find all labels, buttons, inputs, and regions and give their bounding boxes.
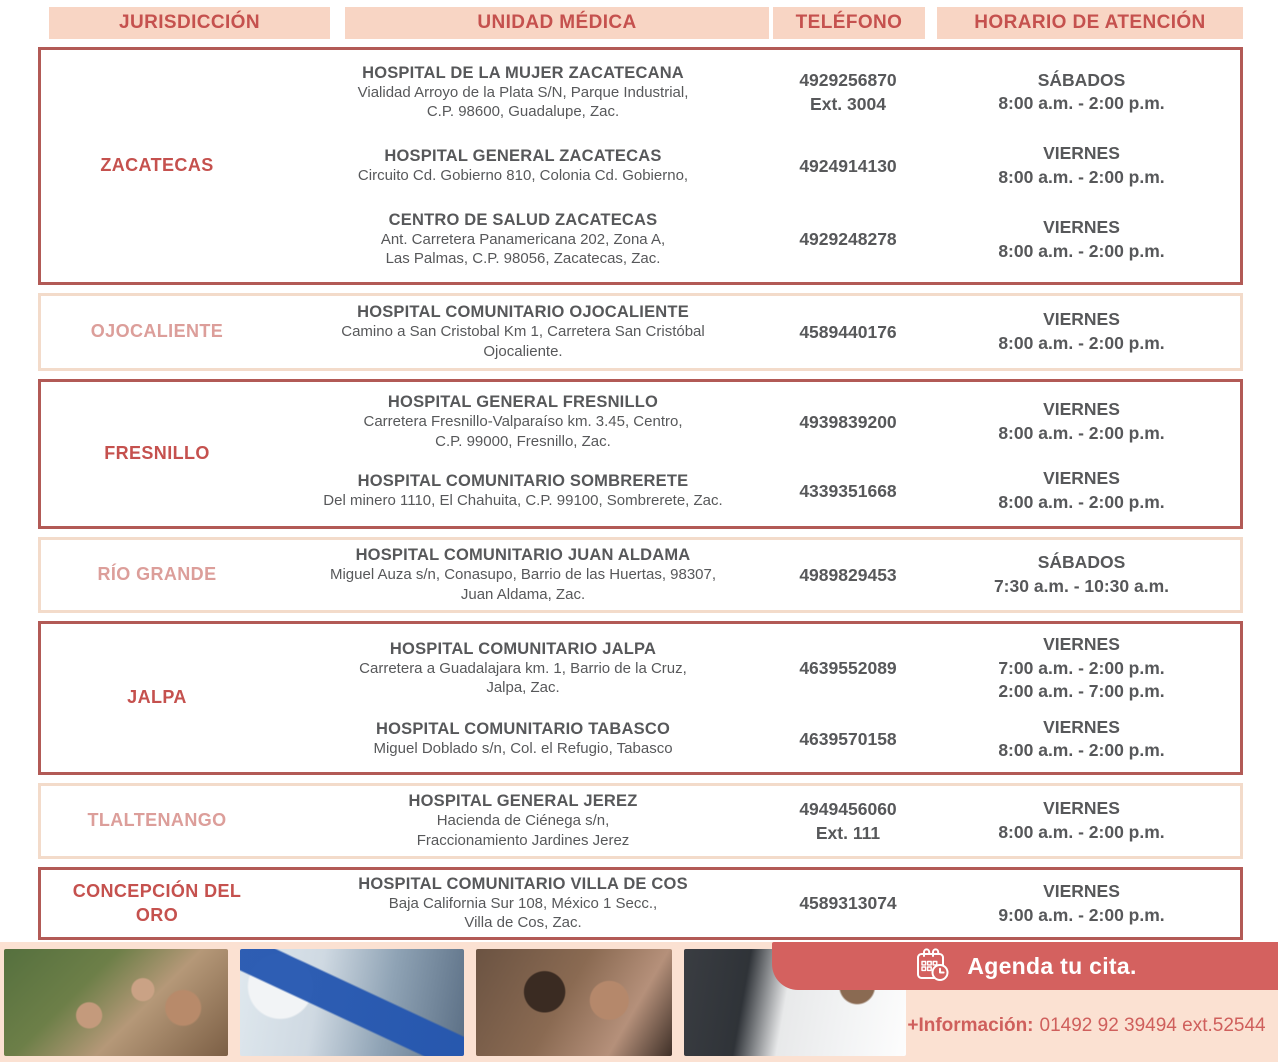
medical-unit-row: [273, 64, 1240, 121]
unit-phone: 4589313074: [799, 893, 897, 914]
unit-address: Miguel Auza s/n, Conasupo, Barrio de las Huertas, 98307, Juan Aldama, Zac.: [329, 566, 717, 603]
unit-name: HOSPITAL DE LA MUJER ZACATECANA: [362, 63, 684, 82]
unit-name: HOSPITAL COMUNITARIO SOMBRERETE: [357, 471, 689, 490]
jurisdiction-label: ZACATECAS: [100, 155, 214, 176]
unit-name: HOSPITAL COMUNITARIO VILLA DE COS: [358, 874, 688, 893]
unit-address: Camino a San Cristobal Km 1, Carretera San Cristóbal Ojocaliente.: [341, 323, 705, 360]
schedule-table: [38, 47, 1243, 948]
unit-address: Del minero 1110, El Chahuita, C.P. 99100, Sombrerete, Zac.: [323, 491, 723, 509]
medical-unit-row: [273, 303, 1240, 360]
jurisdiction-block: [38, 867, 1243, 940]
medical-unit-row: [273, 211, 1240, 268]
agenda-cita-label: Agenda tu cita.: [967, 952, 1137, 979]
unit-schedule: VIERNES 8:00 a.m. - 2:00 p.m.: [998, 143, 1165, 187]
unit-phone: 4589440176: [799, 321, 897, 342]
unit-name: HOSPITAL GENERAL ZACATECAS: [384, 146, 662, 165]
medical-unit-row: [273, 633, 1240, 704]
unit-name: HOSPITAL COMUNITARIO TABASCO: [375, 720, 671, 739]
unit-schedule: VIERNES 8:00 a.m. - 2:00 p.m.: [998, 309, 1165, 353]
unit-schedule: VIERNES 8:00 a.m. - 2:00 p.m.: [998, 399, 1165, 444]
jurisdiction-block: [38, 379, 1243, 529]
medical-unit-row: [273, 142, 1240, 189]
jurisdiction-label: TLALTENANGO: [87, 810, 227, 831]
unit-address: Vialidad Arroyo de la Plata S/N, Parque Industrial, C.P. 98600, Guadalupe, Zac.: [357, 83, 689, 120]
family-photo: [4, 949, 228, 1056]
info-phone-value: 01492 92 39494 ext.52544: [1039, 1015, 1266, 1036]
jurisdiction-block: [38, 293, 1243, 371]
unit-address: Carretera a Guadalajara km. 1, Barrio de la Cruz, Jalpa, Zac.: [359, 659, 687, 696]
unit-address: Hacienda de Ciénega s/n, Fraccionamiento Jardines Jerez: [416, 812, 630, 849]
medical-unit-row: [273, 546, 1240, 603]
unit-phone: 4639552089: [799, 658, 897, 679]
jurisdiction-block: [38, 783, 1243, 859]
jurisdiction-block: [38, 537, 1243, 613]
header-unidad-medica: UNIDAD MÉDICA: [345, 7, 769, 39]
calendar-clock-icon: [913, 946, 953, 986]
unit-name: HOSPITAL COMUNITARIO OJOCALIENTE: [357, 303, 689, 322]
agenda-cita-button[interactable]: [772, 942, 1278, 990]
info-bar: [895, 990, 1278, 1062]
unit-address: Miguel Doblado s/n, Col. el Refugio, Tabasco: [373, 740, 673, 758]
unit-schedule: VIERNES 8:00 a.m. - 2:00 p.m.: [998, 798, 1165, 842]
unit-phone: 4939839200: [799, 411, 897, 432]
medical-unit-row: [273, 716, 1240, 763]
doctor-consultation-photo: [240, 949, 464, 1056]
medical-unit-row: [273, 467, 1240, 514]
unit-name: HOSPITAL GENERAL JEREZ: [408, 792, 638, 811]
unit-address: Ant. Carretera Panamericana 202, Zona A, Las Palmas, C.P. 98056, Zacatecas, Zac.: [380, 230, 666, 268]
unit-phone: 4924914130: [799, 155, 897, 176]
unit-schedule: SÁBADOS 8:00 a.m. - 2:00 p.m.: [998, 69, 1165, 114]
father-baby-photo: [476, 949, 672, 1056]
medical-unit-row: [273, 875, 1240, 932]
header-horario-de-atencion: HORARIO DE ATENCIÓN: [937, 7, 1243, 39]
header-row: [0, 7, 1278, 39]
unit-phone: 4989829453: [799, 564, 897, 585]
unit-phone: 4949456060 Ext. 111: [799, 798, 897, 843]
jurisdiction-label: FRESNILLO: [104, 443, 210, 464]
unit-phone: 4929248278: [799, 229, 897, 250]
info-label: +Información:: [907, 1015, 1034, 1036]
unit-schedule: VIERNES 8:00 a.m. - 2:00 p.m.: [998, 468, 1165, 513]
unit-address: Carretera Fresnillo-Valparaíso km. 3.45, Centro, C.P. 99000, Fresnillo, Zac.: [363, 413, 683, 450]
header-jurisdiccion: JURISDICCIÓN: [49, 7, 330, 39]
jurisdiction-label: RÍO GRANDE: [97, 564, 217, 585]
unit-name: CENTRO DE SALUD ZACATECAS: [388, 210, 658, 229]
unit-name: HOSPITAL COMUNITARIO JUAN ALDAMA: [355, 546, 691, 565]
medical-unit-row: [273, 792, 1240, 849]
unit-schedule: VIERNES 9:00 a.m. - 2:00 p.m.: [998, 880, 1165, 925]
unit-phone: 4339351668: [799, 480, 897, 501]
unit-schedule: VIERNES 8:00 a.m. - 2:00 p.m.: [998, 217, 1165, 261]
jurisdiction-label: OJOCALIENTE: [90, 321, 224, 342]
unit-schedule: SÁBADOS 7:30 a.m. - 10:30 a.m.: [993, 552, 1170, 596]
jurisdiction-block: [38, 621, 1243, 775]
unit-name: HOSPITAL COMUNITARIO JALPA: [389, 639, 657, 658]
unit-phone: 4929256870 Ext. 3004: [799, 69, 897, 115]
header-telefono: TELÉFONO: [773, 7, 925, 39]
jurisdiction-label: JALPA: [127, 687, 187, 708]
footer: [0, 942, 1278, 1062]
unit-address: Baja California Sur 108, México 1 Secc., Villa de Cos, Zac.: [388, 894, 658, 931]
jurisdiction-label: CONCEPCIÓN DEL ORO: [72, 881, 242, 925]
unit-schedule: VIERNES 7:00 a.m. - 2:00 p.m. 2:00 a.m. - 7:00 p.m.: [998, 633, 1165, 702]
jurisdiction-block: [38, 47, 1243, 285]
unit-name: HOSPITAL GENERAL FRESNILLO: [387, 393, 659, 412]
unit-schedule: VIERNES 8:00 a.m. - 2:00 p.m.: [998, 716, 1165, 761]
unit-address: Circuito Cd. Gobierno 810, Colonia Cd. Gobierno,: [357, 166, 689, 184]
unit-phone: 4639570158: [799, 729, 897, 750]
medical-unit-row: [273, 393, 1240, 450]
